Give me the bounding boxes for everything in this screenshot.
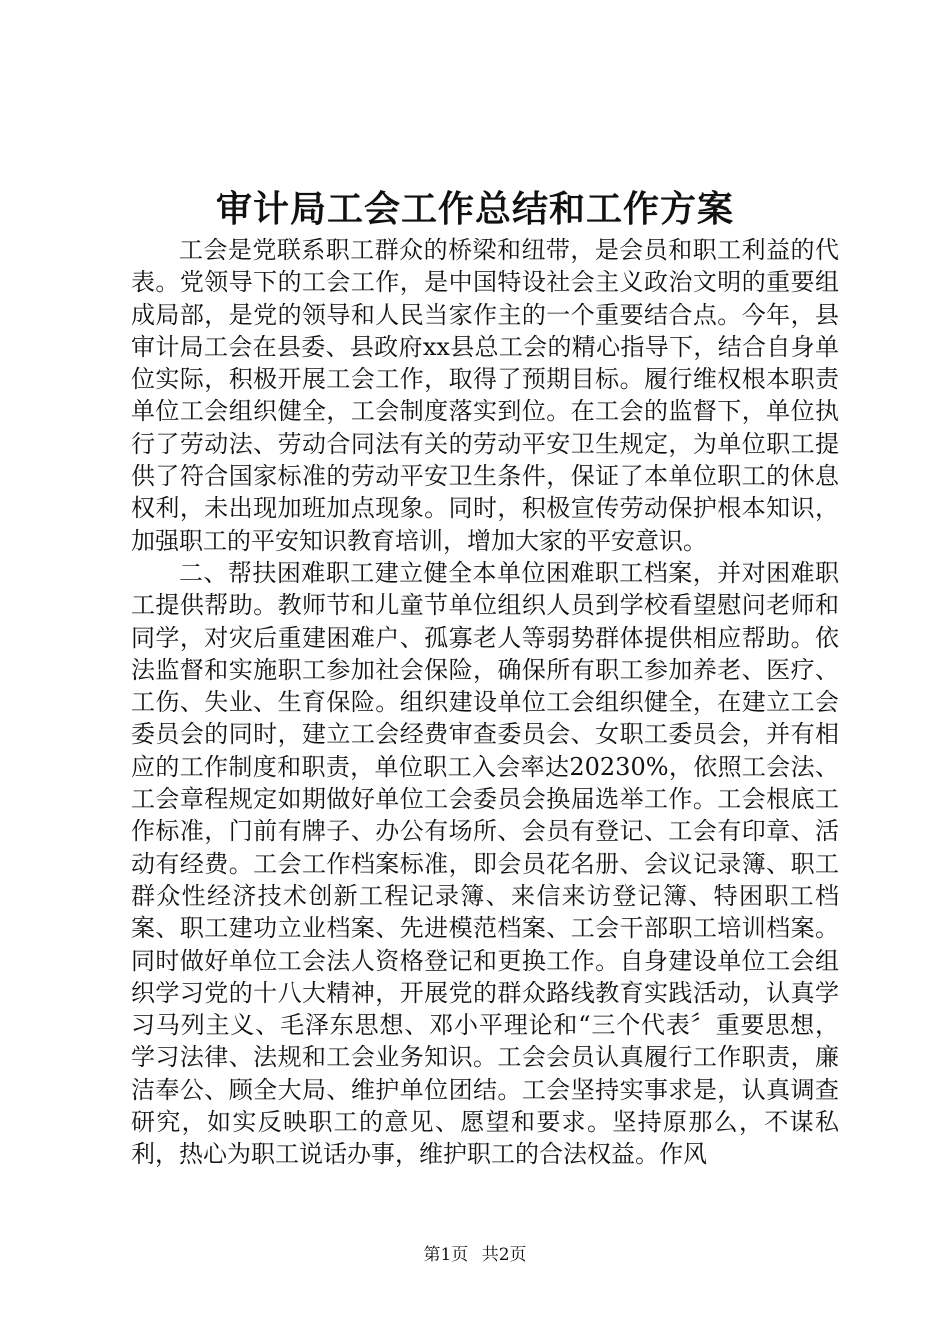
page-number: 第1页 bbox=[423, 1245, 469, 1265]
document-body bbox=[131, 234, 839, 1171]
document-title: 审计局工会工作总结和工作方案 bbox=[215, 188, 734, 230]
page-total: 共2页 bbox=[481, 1245, 527, 1265]
paragraph-2: 二、帮扶困难职工建立健全本单位困难职工档案，并对困难职工提供帮助。教师节和儿童节单位组织人员到学校看望慰问老师和同学，对灾后重建困难户、孤寡老人等弱势群体提供相应帮助。依法监督和实施职工参加社会保险，确保所有职工参加养老、医疗、工伤、失业、生育保险。组织建设单位工会组织健全，在建立工会委员会的同时，建立工会经费审查委员会、女职工委员会，并有相应的工作制度和职责，单位职工入会率达20230%，依照工会法、工会章程规定如期做好单位工会委员会换届选举工作。工会根底工作标准，门前有牌子、办公有场所、会员有登记、工会有印章、活动有经费。工会工作档案标准，即会员花名册、会议记录簿、职工群众性经济技术创新工程记录簿、来信来访登记簿、特困职工档案、职工建功立业档案、先进模范档案、工会干部职工培训档案。同时做好单位工会法人资格登记和更换工作。自身建设单位工会组织学习党的十八大精神，开展党的群众路线教育实践活动，认真学习马列主义、毛泽东思想、邓小平理论和“三个代表〞重要思想，学习法律、法规和工会业务知识。工会会员认真履行工作职责，廉洁奉公、顾全大局、维护单位团结。工会坚持实事求是，认真调查研究，如实反映职工的意见、愿望和要求。坚持原那么，不谋私利，热心为职工说话办事，维护职工的合法权益。作风 bbox=[131, 558, 839, 1169]
page-footer bbox=[0, 1243, 950, 1267]
paragraph-1: 工会是党联系职工群众的桥梁和纽带，是会员和职工利益的代表。党领导下的工会工作，是中国特设社会主义政治文明的重要组成局部，是党的领导和人民当家作主的一个重要结合点。今年，县审计局工会在县委、县政府xx县总工会的精心指导下，结合自身单位实际，积极开展工会工作，取得了预期目标。履行维权根本职责单位工会组织健全，工会制度落实到位。在工会的监督下，单位执行了劳动法、劳动合同法有关的劳动平安卫生规定，为单位职工提供了符合国家标准的劳动平安卫生条件，保证了本单位职工的休息权利，未出现加班加点现象。同时，积极宣传劳动保护根本知识，加强职工的平安知识教育培训，增加大家的平安意识。 bbox=[131, 236, 839, 555]
